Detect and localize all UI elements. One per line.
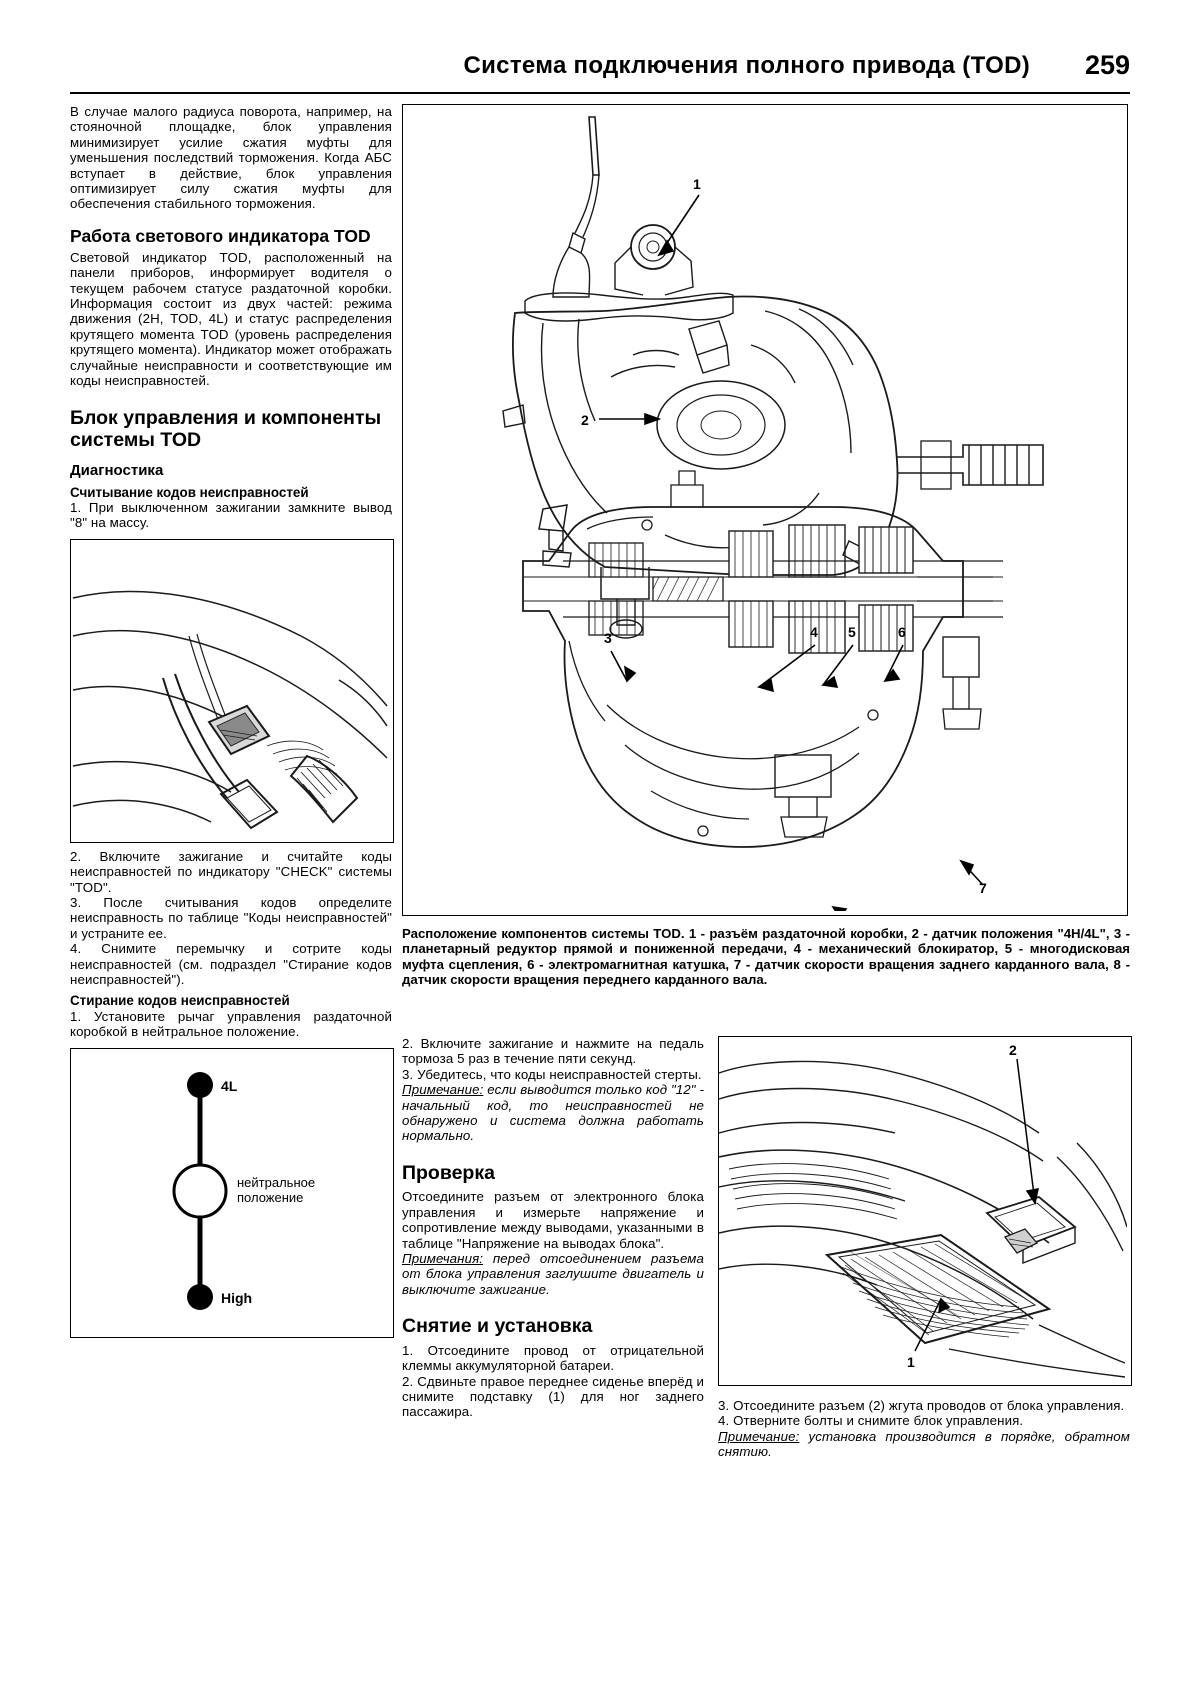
figure-tod-components	[402, 104, 1130, 988]
paragraph-removal-1: 1. Отсоедините провод от отрицательной клеммы аккумуляторной батареи.	[402, 1342, 704, 1374]
paragraph-step-1: 1. При выключенном зажигании замкните вывод "8" на массу.	[70, 500, 392, 531]
callout-seat-1: 1	[907, 1354, 915, 1370]
callout-1-top: 1	[693, 176, 701, 192]
page-title: Система подключения полного привода (TOD)	[463, 52, 1030, 79]
page-header	[70, 52, 1130, 92]
heading-diagnostics: Диагностика	[70, 461, 164, 479]
callout-4: 4	[810, 624, 818, 640]
right-lower-column	[718, 1398, 1130, 1460]
callout-7: 7	[979, 880, 987, 896]
note-label-2: Примечания:	[402, 1250, 484, 1266]
callout-5: 5	[848, 624, 856, 640]
paragraph-erase-step-1: 1. Установите рычаг управления раздаточной коробкой в нейтральное положение.	[70, 1008, 392, 1040]
paragraph-removal-3: 3. Отсоедините разъем (2) жгута проводов от блока управления.	[718, 1398, 1125, 1413]
note-text-3: установка производится в порядке, обратном снятию.	[718, 1428, 1130, 1460]
paragraph-step-2: 2. Включите зажигание и считайте коды неисправностей по индикатору "CHECK" системы "TOD".	[70, 848, 392, 895]
callout-seat-2: 2	[1009, 1042, 1017, 1058]
heading-tod-indicator: Работа светового индикатора TOD	[70, 225, 371, 246]
figure-tod-components-frame	[402, 104, 1128, 916]
shift-label-neutral-2: положение	[237, 1189, 304, 1205]
shift-label-high: High	[221, 1289, 253, 1306]
note-label-1: Примечание:	[402, 1082, 484, 1098]
paragraph-check: Отсоедините разъем от электронного блока управления и измерьте напряжение и сопротивление между выводами, указанными в таблице "Напряжение на выводах блока".	[402, 1189, 704, 1251]
callout-3: 3	[604, 630, 612, 646]
paragraph-erase-step-2: 2. Включите зажигание и нажмите на педаль тормоза 5 раз в течение пяти секунд.	[402, 1036, 704, 1067]
paragraph-erase-step-3: 3. Убедитесь, что коды неисправностей стерты.	[402, 1066, 702, 1082]
heading-control-unit: Блок управления и компоненты системы TOD	[70, 406, 382, 451]
shift-label-neutral-1: нейтральное	[237, 1174, 316, 1190]
left-column	[70, 104, 392, 1338]
figure-seat-photo	[718, 1036, 1132, 1386]
figure-shift-positions	[70, 1048, 394, 1338]
heading-removal-install: Снятие и установка	[402, 1315, 593, 1338]
heading-read-codes: Считывание кодов неисправностей	[70, 484, 309, 500]
heading-check: Проверка	[402, 1161, 495, 1184]
callout-6: 6	[898, 624, 906, 640]
header-divider	[70, 92, 1130, 94]
paragraph-removal-4: 4. Отверните болты и снимите блок управления.	[718, 1413, 1024, 1429]
note-disconnect	[402, 1251, 704, 1297]
note-installation	[718, 1429, 1130, 1460]
shift-label-4l: 4L	[221, 1077, 238, 1094]
note-label-3: Примечание:	[718, 1428, 800, 1444]
callout-2-top: 2	[581, 412, 589, 428]
note-initial-code	[402, 1082, 704, 1144]
paragraph-intro: В случае малого радиуса поворота, например, на стояночной площадке, блок управления минимизирует усилие сжатия муфты для уменьшения последствий торможения. Когда АБС вступает в действие, блок управления оптимизирует силу сжатия муфты для обеспечения стабильного торможения.	[70, 104, 392, 212]
heading-erase-codes: Стирание кодов неисправностей	[70, 993, 290, 1009]
paragraph-tod-indicator: Световой индикатор TOD, расположенный на панели приборов, информирует водителя о текущем рабочем статусе раздаточной коробки. Информация состоит из двух частей: режима движения (2H, TOD, 4L) и статус распределения крутящего момента TOD (уровень распределения крутящего момента). Индикатор может отображать случайные неисправности и соответствующие им коды неисправностей.	[70, 249, 392, 389]
note-text-2: перед отсоединением разъема от блока управления заглушите двигатель и выключите зажигание.	[402, 1250, 704, 1297]
middle-lower-column	[402, 1036, 704, 1420]
paragraph-step-4: 4. Снимите перемычку и сотрите коды неисправностей (см. подраздел "Стирание кодов неисправностей").	[70, 941, 392, 988]
paragraph-step-3: 3. После считывания кодов определите неисправность по таблице "Коды неисправностей" и устраните ее.	[70, 895, 392, 941]
paragraph-removal-2: 2. Сдвиньте правое переднее сиденье вперёд и снимите подставку (1) для ног заднего пассажира.	[402, 1373, 704, 1420]
page-number: 259	[1084, 50, 1130, 80]
note-text-1: если выводится только код "12" - начальный код, то неисправностей не обнаружено и система должна работать нормально.	[402, 1082, 704, 1144]
figure-caption-tod: Расположение компонентов системы TOD. 1 - разъём раздаточной коробки, 2 - датчик положения "4H/4L", 3 - планетарный редуктор прямой и пониженной передачи, 4 - механический блокиратор, 5 - многодисковая муфта сцепления, 6 - электромагнитная катушка, 7 - датчик скорости вращения заднего карданного вала, 8 - датчик скорости вращения переднего карданного вала.	[402, 926, 1130, 988]
figure-pedal-photo	[70, 539, 394, 843]
